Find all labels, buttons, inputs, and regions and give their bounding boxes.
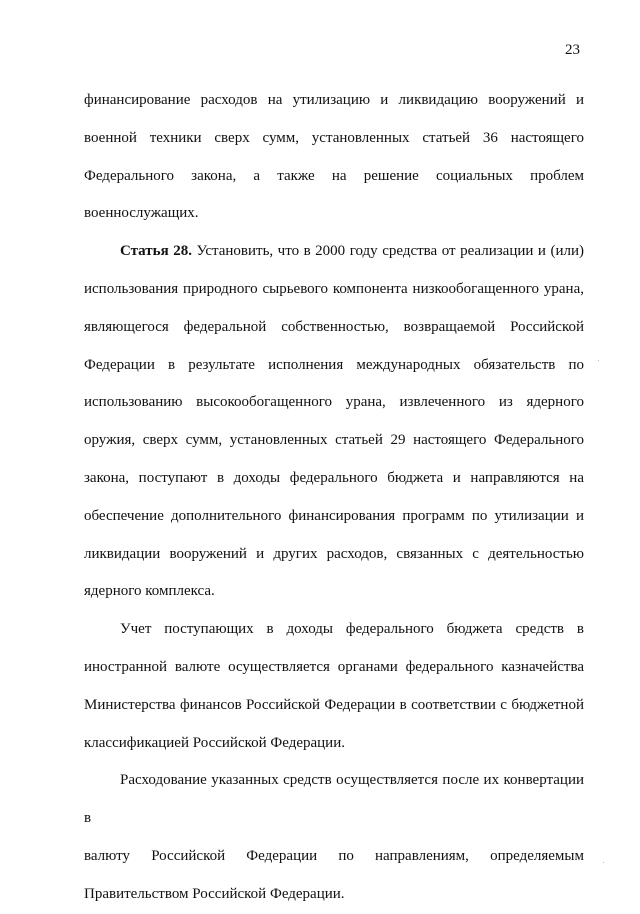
document-body <box>84 82 584 914</box>
text-line: Правительством Российской Федерации. <box>84 885 345 902</box>
text-line: закона, поступают в доходы федерального бюджета и направляются на <box>84 469 584 486</box>
article-28 <box>84 233 584 611</box>
paragraph-continuation <box>84 82 584 233</box>
scan-speck <box>598 360 599 361</box>
text-line: классификацией Российской Федерации. <box>84 734 345 751</box>
text-line: являющегося федеральной собственностью, возвращаемой Российской <box>84 318 584 335</box>
text-line: использованию высокообогащенного урана, извлеченного из ядерного <box>84 394 584 411</box>
page-number: 23 <box>565 42 580 58</box>
text-line: оружия, сверх сумм, установленных статьей 29 настоящего Федерального <box>84 432 584 449</box>
text-line: финансирование расходов на утилизацию и ликвидацию вооружений и <box>84 92 584 108</box>
text-line: Расходование указанных средств осуществляется после их конвертации в <box>84 772 584 827</box>
text-line: ядерного комплекса. <box>84 583 215 600</box>
text-line: военной техники сверх сумм, установленных статьей 36 настоящего <box>84 129 584 146</box>
text-line: обеспечение дополнительного финансирования программ по утилизации и <box>84 507 584 524</box>
text-line: Министерства финансов Российской Федерации в соответствии с бюджетной <box>84 696 584 713</box>
text-line: военнослужащих. <box>84 205 199 222</box>
paragraph-accounting <box>84 611 584 762</box>
text-line: иностранной валюте осуществляется органами федерального казначейства <box>84 658 584 675</box>
text-line: Учет поступающих в доходы федерального бюджета средств в <box>120 621 584 638</box>
paragraph-spending <box>84 762 584 913</box>
article-first-line: Установить, что в 2000 году средства от реализации и (или) <box>196 243 584 260</box>
text-line: Федерального закона, а также на решение социальных проблем <box>84 167 584 184</box>
text-line: валюту Российской Федерации по направлениям, определяемым <box>84 847 584 864</box>
text-line <box>84 233 584 271</box>
text-line: использования природного сырьевого компонента низкообогащенного урана, <box>84 280 584 297</box>
scan-speck <box>603 862 604 863</box>
article-heading: Статья 28. <box>120 243 192 260</box>
text-line: Федерации в результате исполнения международных обязательств по <box>84 356 584 373</box>
text-line: ликвидации вооружений и других расходов, связанных с деятельностью <box>84 545 584 562</box>
